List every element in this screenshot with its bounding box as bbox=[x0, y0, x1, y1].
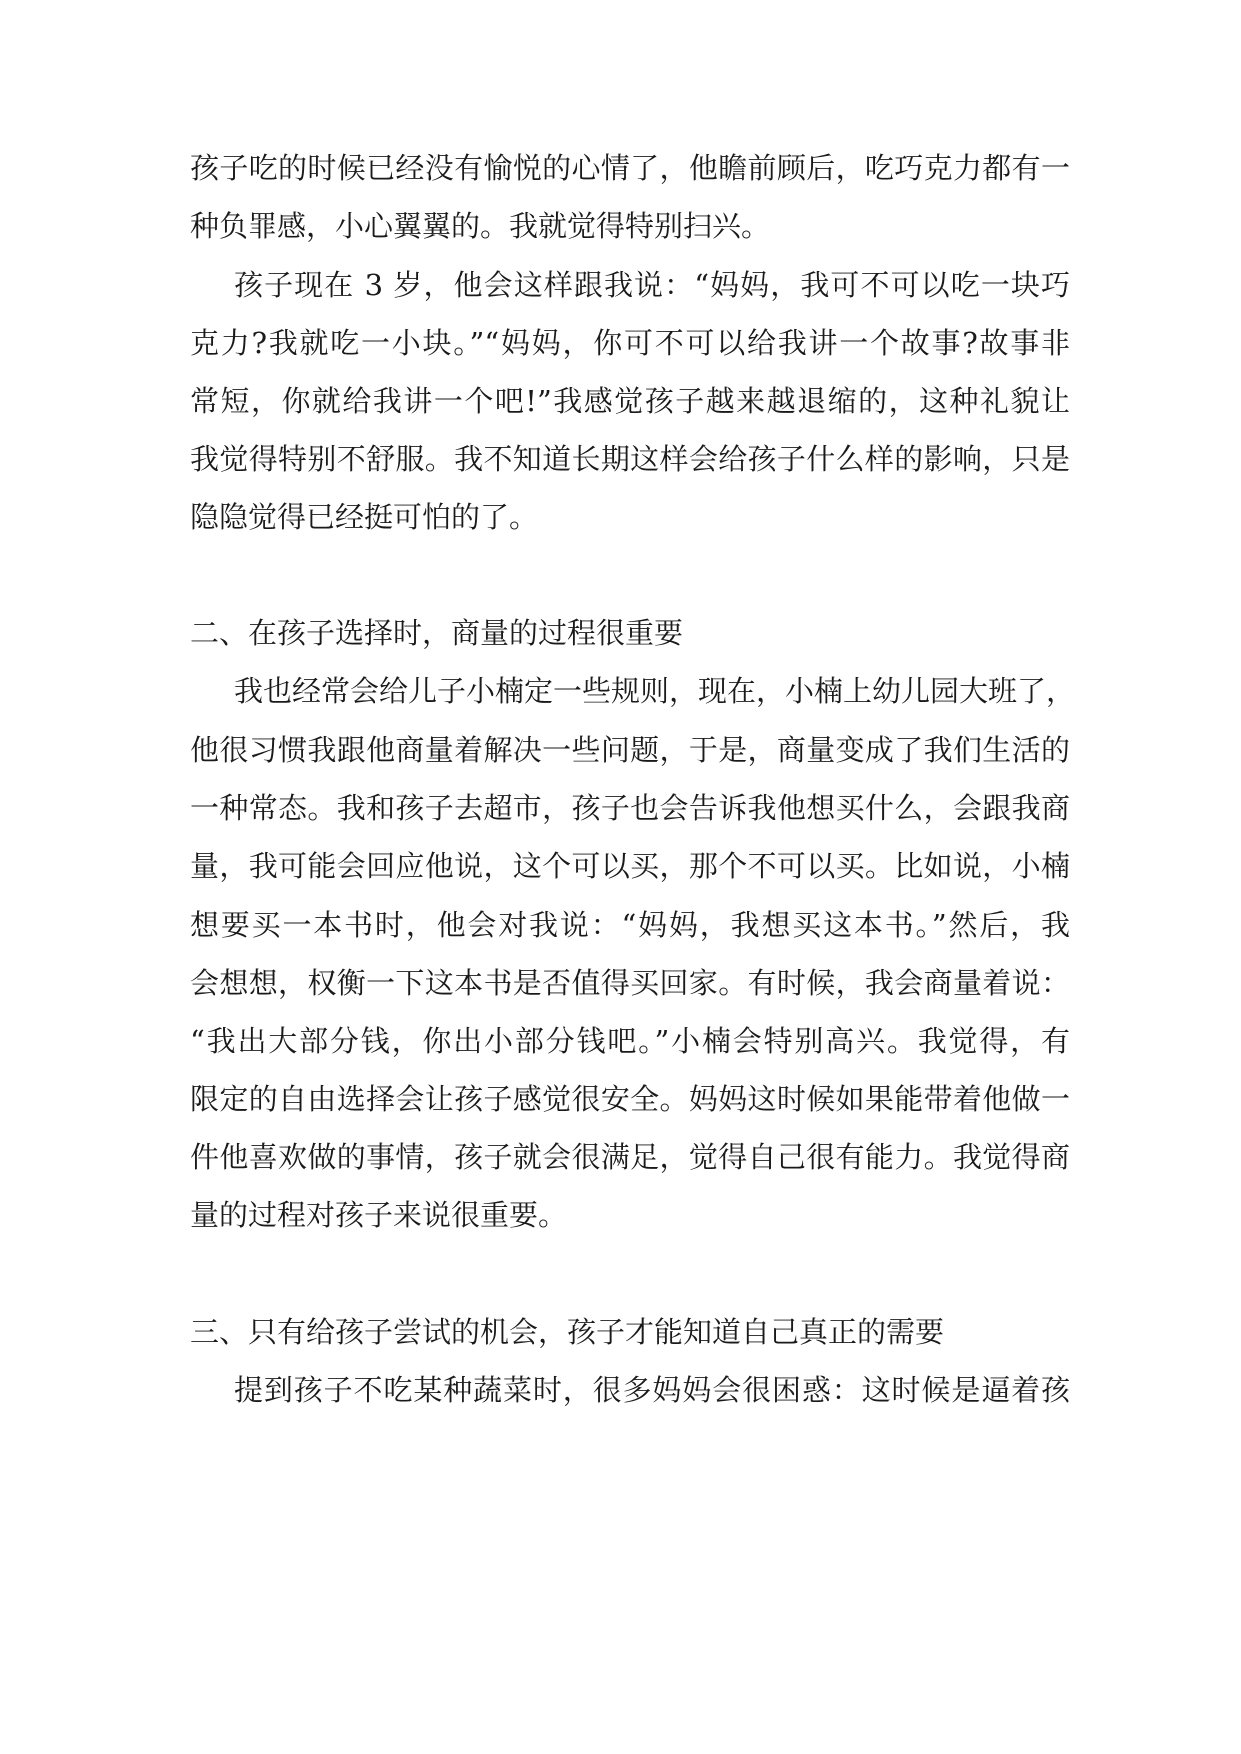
paragraph-line: 件他喜欢做的事情，孩子就会很满足，觉得自己很有能力。我觉得商 bbox=[190, 1140, 1070, 1174]
section-heading: 二、在孩子选择时，商量的过程很重要 bbox=[190, 616, 684, 650]
paragraph-line: 量的过程对孩子来说很重要。 bbox=[190, 1198, 568, 1232]
paragraph-line: 提到孩子不吃某种蔬菜时，很多妈妈会很困惑：这时候是逼着孩 bbox=[234, 1373, 1070, 1407]
paragraph-line: 一种常态。我和孩子去超市，孩子也会告诉我他想买什么，会跟我商 bbox=[190, 791, 1070, 825]
paragraph-line: 量，我可能会回应他说，这个可以买，那个不可以买。比如说，小楠 bbox=[190, 849, 1070, 883]
paragraph-line: 我也经常会给儿子小楠定一些规则，现在，小楠上幼儿园大班了， bbox=[234, 674, 1076, 708]
paragraph-line: 常短，你就给我讲一个吧!”我感觉孩子越来越退缩的，这种礼貌让 bbox=[190, 384, 1070, 418]
paragraph-line: 克力?我就吃一小块。”“妈妈，你可不可以给我讲一个故事?故事非 bbox=[190, 326, 1070, 360]
paragraph-line: 限定的自由选择会让孩子感觉很安全。妈妈这时候如果能带着他做一 bbox=[190, 1082, 1070, 1116]
paragraph-line: “我出大部分钱，你出小部分钱吧。”小楠会特别高兴。我觉得，有 bbox=[190, 1024, 1070, 1058]
paragraph-line: 隐隐觉得已经挺可怕的了。 bbox=[190, 500, 539, 534]
paragraph-line: 孩子吃的时候已经没有愉悦的心情了，他瞻前顾后，吃巧克力都有一 bbox=[190, 151, 1070, 185]
paragraph-line: 他很习惯我跟他商量着解决一些问题，于是，商量变成了我们生活的 bbox=[190, 733, 1070, 767]
paragraph-line: 种负罪感，小心翼翼的。我就觉得特别扫兴。 bbox=[190, 209, 771, 243]
paragraph-line: 我觉得特别不舒服。我不知道长期这样会给孩子什么样的影响，只是 bbox=[190, 442, 1070, 476]
section-heading: 三、只有给孩子尝试的机会，孩子才能知道自己真正的需要 bbox=[190, 1315, 945, 1349]
paragraph-line: 想要买一本书时，他会对我说：“妈妈，我想买这本书。”然后，我 bbox=[190, 908, 1070, 942]
paragraph-line: 会想想，权衡一下这本书是否值得买回家。有时候，我会商量着说： bbox=[190, 966, 1070, 1000]
paragraph-line: 孩子现在 3 岁，他会这样跟我说：“妈妈，我可不可以吃一块巧 bbox=[234, 268, 1070, 302]
